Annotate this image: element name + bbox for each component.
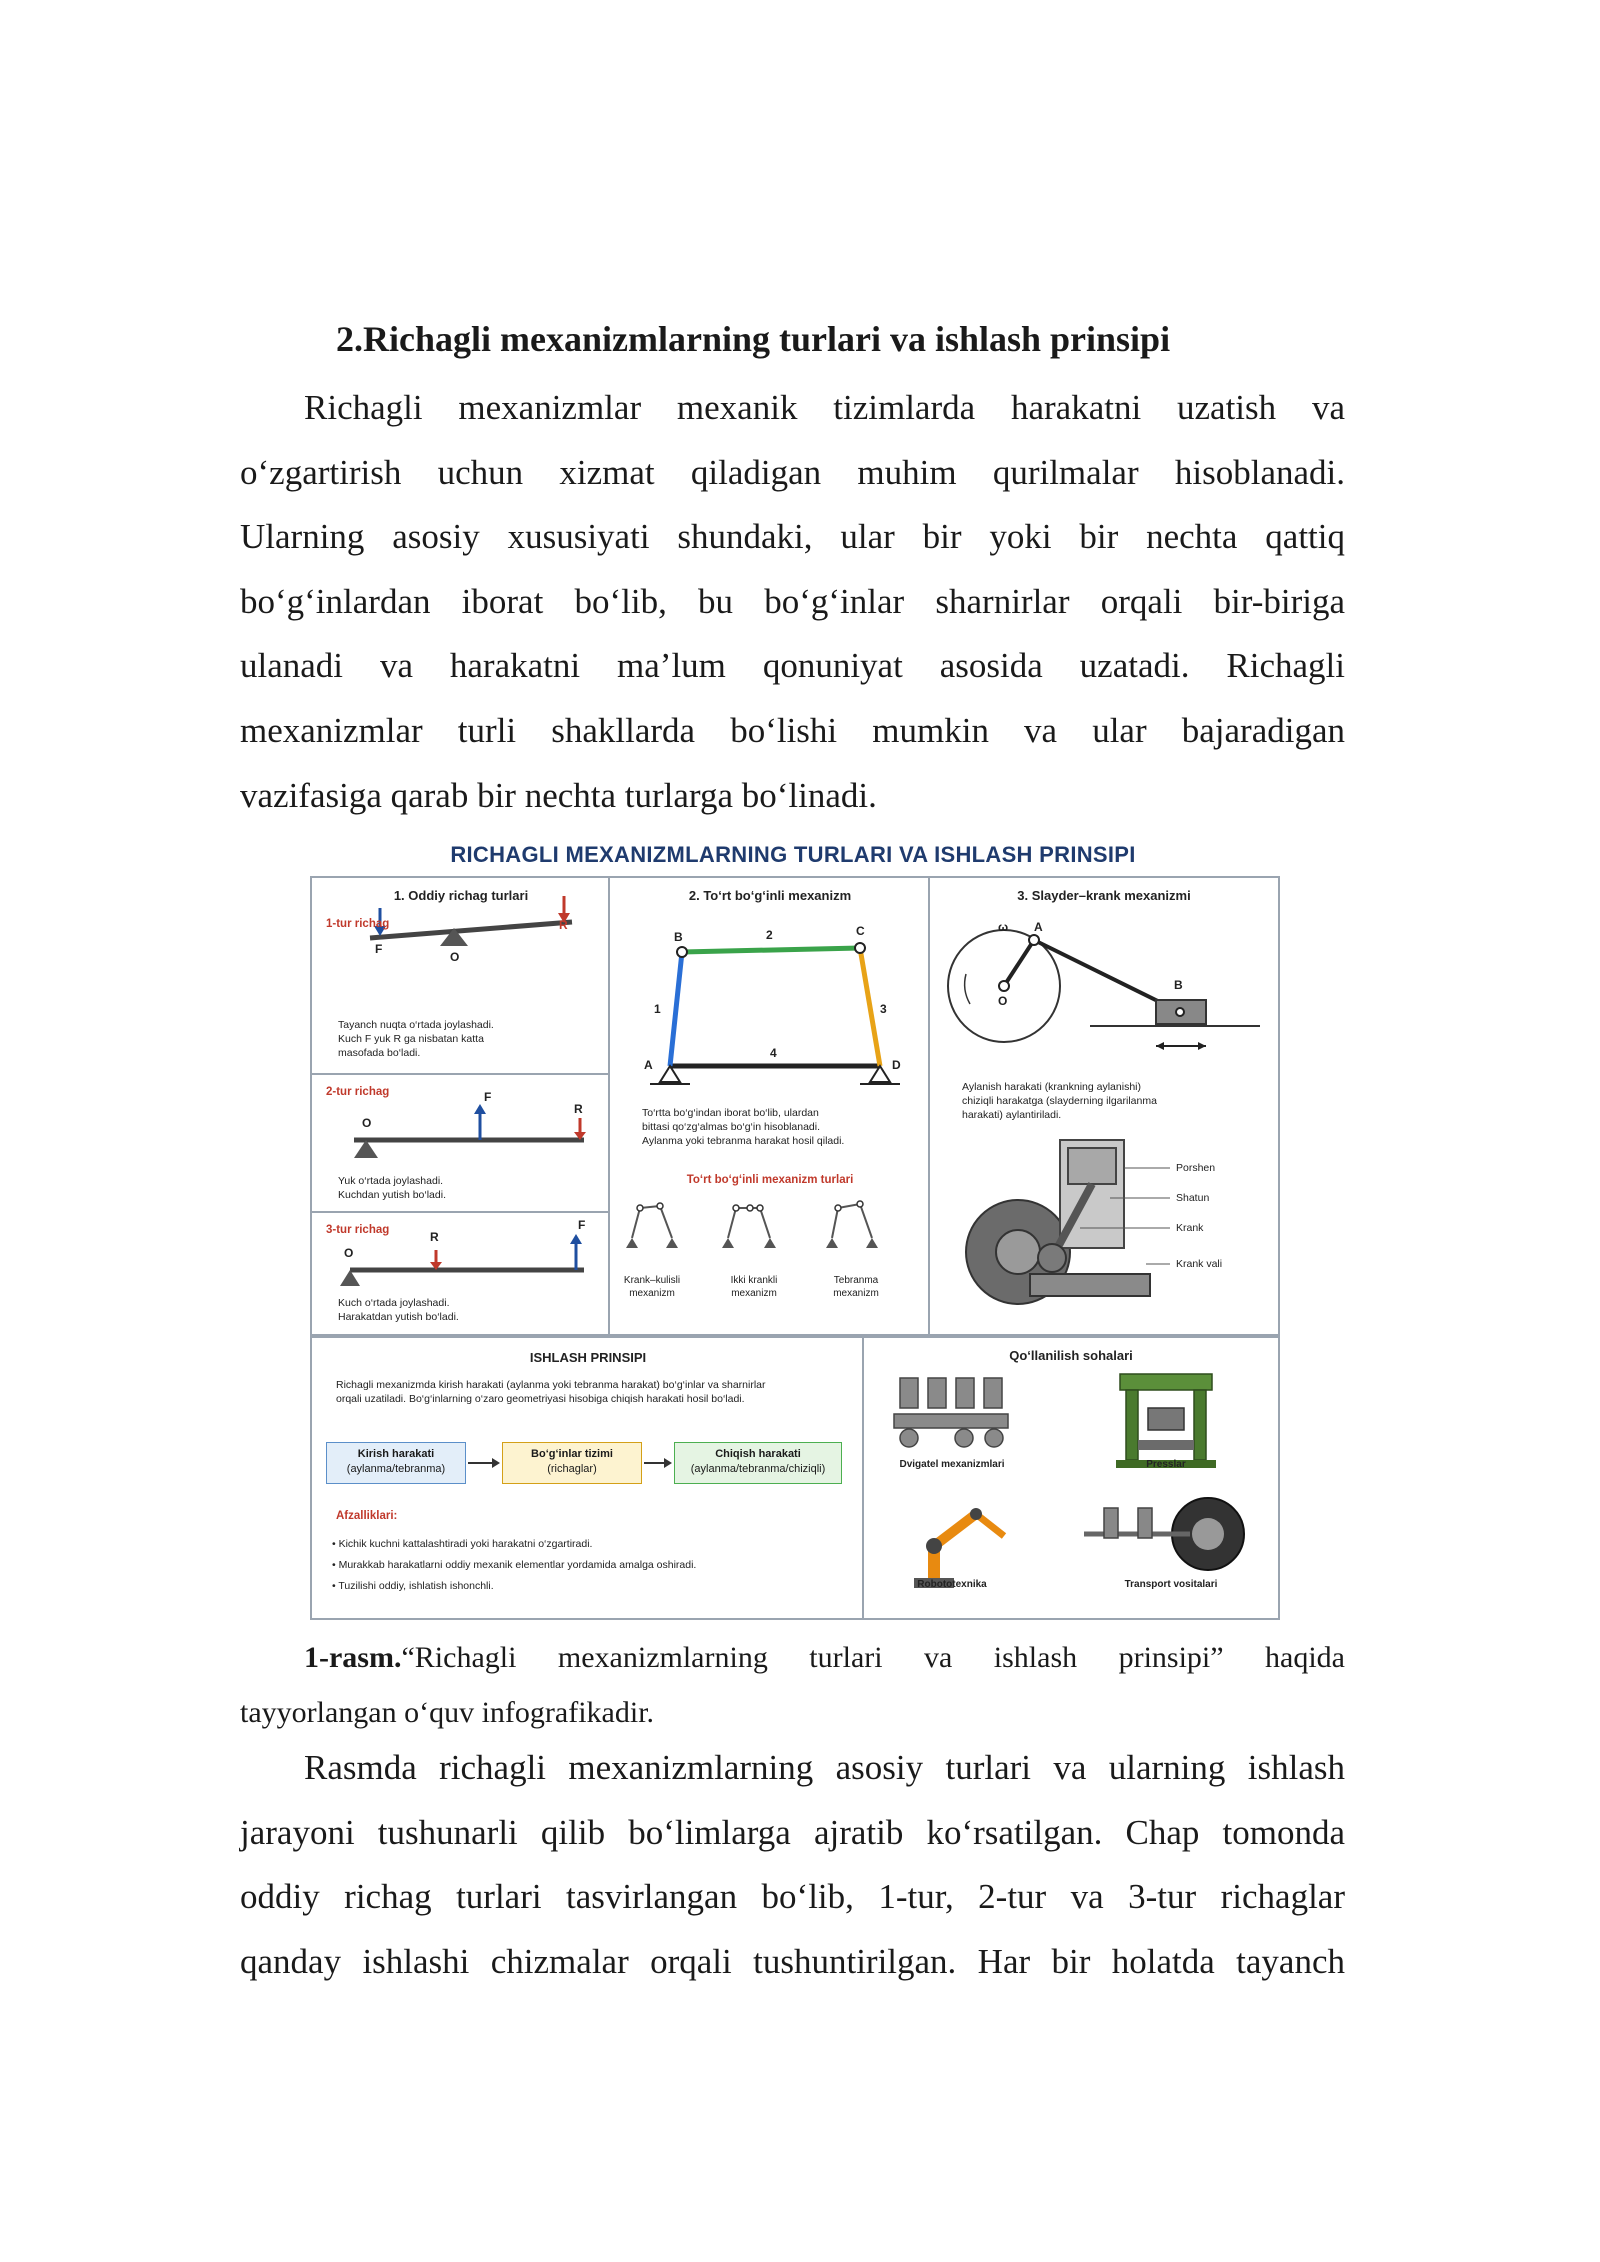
text-line: Rasmda richagli mexanizmlarning asosiy turlari va ularning ishlash [304, 1748, 1345, 1787]
point-d: D [892, 1058, 901, 1072]
point-c: C [856, 924, 865, 938]
section-heading: 2.Richagli mexanizmlarning turlari va ishlash prinsipi [336, 319, 1171, 359]
engine-label-crank: Krank [1176, 1222, 1204, 1234]
app-transport: Transport vositalari [1124, 1579, 1218, 1590]
omega-label: ω [998, 920, 1009, 934]
lever2-label-f: F [484, 1090, 492, 1104]
point-o: O [998, 994, 1008, 1008]
text-line: bo‘g‘inlardan iborat bo‘lib, bu bo‘g‘inlar sharnirlar orqali bir-biriga [240, 581, 1345, 621]
panel-slider-crank [928, 876, 1280, 1336]
text-line: oddiy richag turlari tasvirlangan bo‘lib, 1-tur, 2-tur va 3-tur richaglar [240, 1877, 1345, 1917]
lever1-label-f: F [375, 942, 383, 956]
caption-line: 1-rasm.“Richagli mexanizmlarning turlari va ishlash prinsipi” haqida [304, 1641, 1345, 1674]
lever2-note: Yuk o‘rtada joylashadi. Kuchdan yutish bo‘ladi. [338, 1175, 446, 1201]
lever-diagrams [312, 878, 610, 1334]
figure-caption [240, 1630, 1345, 1740]
paragraph-intro [240, 376, 1345, 828]
point-b: B [674, 930, 683, 944]
lever1-note: Tayanch nuqta o‘rtada joylashadi. Kuch F yuk R ga nisbatan katta masofada bo‘ladi. [338, 1019, 494, 1059]
infographic-title: RICHAGLI MEXANIZMLARNING TURLARI VA ISHLASH PRINSIPI [450, 842, 1136, 867]
advantages-title: Afzalliklari: [336, 1510, 398, 1522]
infographic-figure [308, 842, 1278, 1620]
text-line: Ularning asosiy xususiyati shundaki, ular bir yoki bir nechta qattiq [240, 517, 1345, 557]
text-line: qanday ishlashi chizmalar orqali tushuntirilgan. Har bir holatda tayanch [240, 1941, 1345, 1981]
flow-output: Chiqish harakati (aylanma/tebranma/chiziqli) [674, 1442, 842, 1484]
text-line: Richagli mexanizmlar mexanik tizimlarda harakatni uzatish va [304, 388, 1345, 427]
lever3-note: Kuch o‘rtada joylashadi. Harakatdan yutish bo‘ladi. [338, 1297, 459, 1323]
engine-label-rod: Shatun [1176, 1192, 1210, 1204]
point-a: A [644, 1058, 653, 1072]
four-bar-note: To‘rtta bo‘g‘indan iborat bo‘lib, ulardan bittasi qo‘zg‘almas bo‘g‘in hisoblanadi. Aylanma yoki tebranma harakat hosil qiladi. [642, 1107, 845, 1147]
lever1-label-r: R [559, 918, 568, 932]
text-line: mexanizmlar turli shakllarda bo‘lishi mumkin va ular bajaradigan [240, 710, 1345, 750]
type-crank-rocker: Krank–kulisli mexanizm [623, 1275, 681, 1299]
panel-title: 3. Slayder–krank mexanizmi [1017, 888, 1191, 903]
panel-applications [862, 1336, 1280, 1620]
panel-simple-levers [310, 876, 612, 1336]
lever1-name: 1-tur richag [326, 918, 390, 930]
text-line: o‘zgartirish uchun xizmat qiladigan muhim qurilmalar hisoblanadi. [240, 452, 1345, 492]
text-line: vazifasiga qarab bir nechta turlarga bo‘linadi. [240, 775, 877, 815]
text-line: jarayoni tushunarli qilib bo‘limlarga ajratib ko‘rsatilgan. Chap tomonda [240, 1812, 1345, 1852]
lever2-name: 2-tur richag [326, 1086, 390, 1098]
lever1-label-o: O [450, 950, 460, 964]
panel-title: 2. To‘rt bo‘g‘inli mexanizm [688, 888, 852, 903]
paragraph-description [240, 1736, 1345, 1994]
lever3-name: 3-tur richag [326, 1224, 390, 1236]
engine-label-crankshaft: Krank vali [1176, 1258, 1223, 1270]
link-1-label: 1 [654, 1002, 661, 1016]
app-robotics: Robototexnika [917, 1579, 987, 1590]
lever2-label-o: O [362, 1116, 372, 1130]
text-line: ulanadi va harakatni ma’lum qonuniyat asosida uzatadi. Richagli [240, 646, 1345, 686]
lever3-label-o: O [344, 1246, 354, 1260]
slider-crank-note: Aylanish harakati (krankning aylanishi) chiziqli harakatga (slayderning ilgarilanma harakati) aylantiriladi. [962, 1081, 1157, 1121]
type-double-crank: Ikki krankli mexanizm [730, 1275, 778, 1299]
four-bar-types-title: To‘rt bo‘g‘inli mexanizm turlari [686, 1174, 854, 1186]
engine-label-piston: Porshen [1176, 1162, 1216, 1174]
panel-four-bar [608, 876, 932, 1336]
link-2-label: 2 [766, 928, 773, 942]
advantages-list: • Kichik kuchni kattalashtiradi yoki harakatni o‘zgartiradi. • Murakkab harakatlarni oddiy mexanik elementlar yordamida amalga oshiradi. • Tuzilishi oddiy, ishlatish ishonchli. [332, 1538, 697, 1592]
point-a: A [1034, 920, 1043, 934]
link-4-label: 4 [770, 1046, 777, 1060]
type-rocker: Tebranma mexanizm [833, 1275, 879, 1299]
panel-title: ISHLASH PRINSIPI [529, 1350, 647, 1365]
lever2-label-r: R [574, 1102, 583, 1116]
application-illustrations [864, 1338, 1278, 1618]
flow-input: Kirish harakati (aylanma/tebranma) [326, 1442, 466, 1484]
panel-title: 1. Oddiy richag turlari [393, 888, 529, 903]
link-3-label: 3 [880, 1002, 887, 1016]
lever3-label-r: R [430, 1230, 439, 1244]
principle-text: Richagli mexanizmda kirish harakati (aylanma yoki tebranma harakat) bo‘g‘inlar va sharnirlar orqali uzatiladi. Bo‘g‘inlarning o‘zaro geometriyasi hisobiga chiqish harakati hosil bo‘ladi. [336, 1379, 766, 1405]
app-engines: Dvigatel mexanizmlari [899, 1459, 1005, 1470]
caption-line: tayyorlangan o‘quv infografikadir. [240, 1696, 655, 1729]
panel-title: Qo‘llanilish sohalari [1009, 1348, 1133, 1363]
panel-working-principle [310, 1336, 866, 1620]
flow-links: Bo‘g‘inlar tizimi (richaglar) [502, 1442, 642, 1484]
lever3-label-f: F [578, 1218, 586, 1232]
app-presses: Presslar [1146, 1459, 1186, 1470]
point-b: B [1174, 978, 1183, 992]
